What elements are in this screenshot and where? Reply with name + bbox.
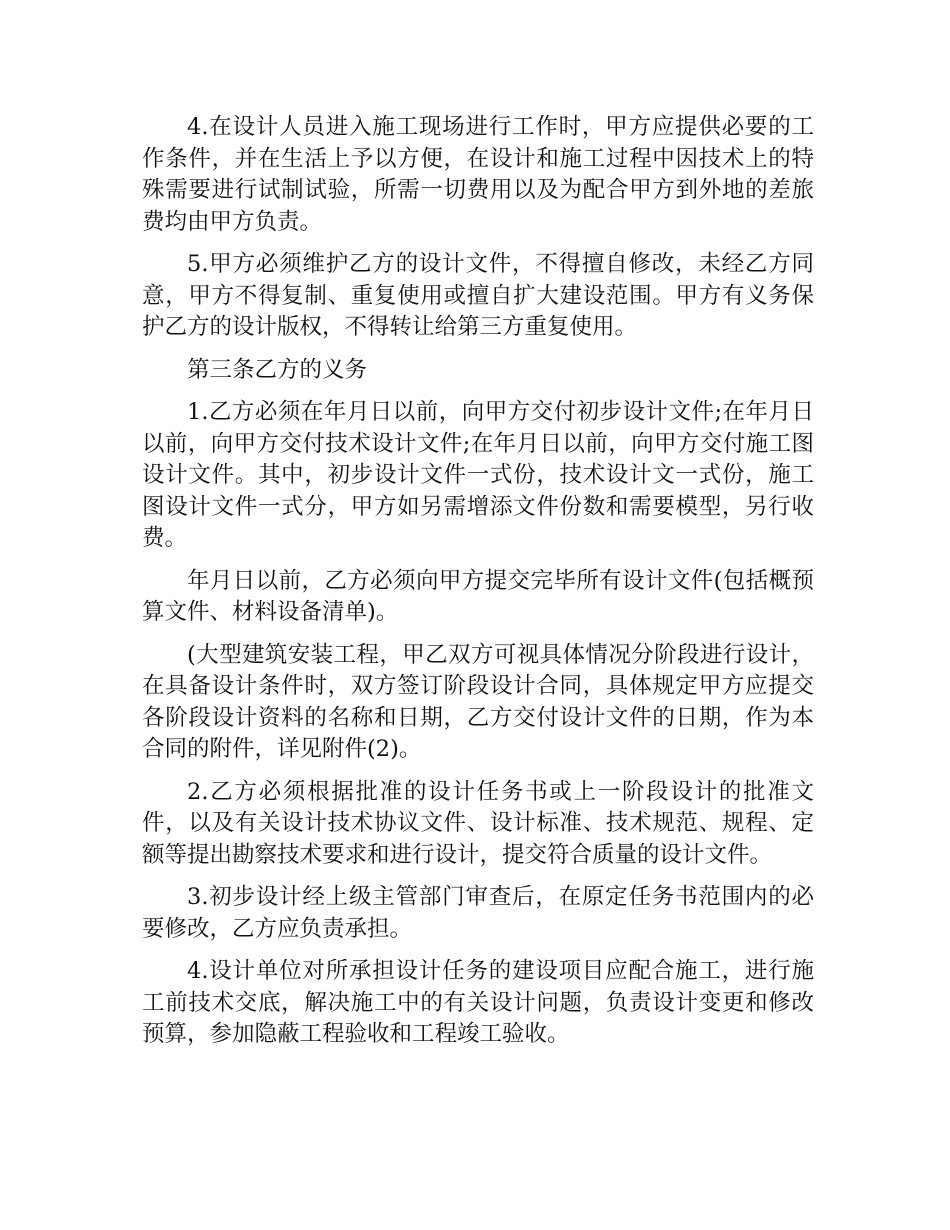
paragraph-delivery-schedule: 1.乙方必须在年月日以前，向甲方交付初步设计文件;在年月日以前，向甲方交付技术设计文件;在年月日以前，向甲方交付施工图设计文件。其中，初步设计文件一式份，技术设计文一式份，施工图设计文件一式分，甲方如另需增添文件份数和需要模型，另行收费。 — [142, 399, 814, 551]
paragraph-party-a-copyright: 5.甲方必须维护乙方的设计文件，不得擅自修改，未经乙方同意，甲方不得复制、重复使用或擅自扩大建设范围。甲方有义务保护乙方的设计版权，不得转让给第三方重复使用。 — [142, 251, 814, 340]
paragraph-preliminary-review: 3.初步设计经上级主管部门审查后，在原定任务书范围内的必要修改，乙方应负责承担。 — [142, 884, 814, 942]
paragraph-party-a-site-conditions: 4.在设计人员进入施工现场进行工作时，甲方应提供必要的工作条件，并在生活上予以方便，在设计和施工过程中因技术上的特殊需要进行试制试验，所需一切费用以及为配合甲方到外地的差旅费均由甲方负责。 — [142, 114, 814, 235]
paragraph-design-standards: 2.乙方必须根据批准的设计任务书或上一阶段设计的批准文件，以及有关设计技术协议文件、设计标准、技术规范、规程、定额等提出勘察技术要求和进行设计，提交符合质量的设计文件。 — [142, 778, 814, 868]
section-heading-party-b-obligations: 第三条乙方的义务 — [187, 356, 368, 383]
paragraph-construction-support: 4.设计单位对所承担设计任务的建设项目应配合施工，进行施工前技术交底，解决施工中的有关设计问题，负责设计变更和修改预算，参加隐蔽工程验收和工程竣工验收。 — [142, 958, 814, 1047]
document-page — [142, 112, 814, 1062]
paragraph-staged-design: (大型建筑安装工程，甲乙双方可视具体情况分阶段进行设计，在具备设计条件时，双方签订阶段设计合同，具体规定甲方应提交各阶段设计资料的名称和日期，乙方交付设计文件的日期，作为本合同的附件，详见附件(2)。 — [142, 641, 814, 762]
paragraph-final-submission: 年月日以前，乙方必须向甲方提交完毕所有设计文件(包括概预算文件、材料设备清单)。 — [142, 567, 814, 625]
